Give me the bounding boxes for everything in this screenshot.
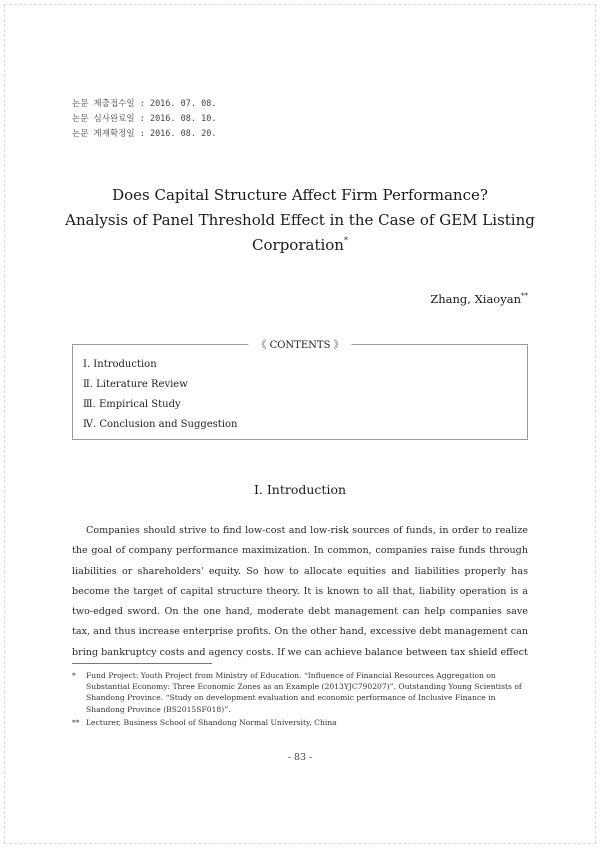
toc-item-empirical-study[interactable]: Ⅲ. Empirical Study	[83, 399, 181, 410]
toc-item-literature-review[interactable]: Ⅱ. Literature Review	[83, 379, 188, 390]
section-heading: Ⅰ. Introduction	[253, 482, 347, 497]
page-number: - 83 -	[287, 752, 313, 763]
submission-info	[72, 97, 216, 142]
title-line-1: Does Capital Structure Affect Firm Performance?	[112, 186, 488, 204]
title-footnote-mark: *	[343, 236, 348, 245]
title-line-2: Analysis of Panel Threshold Effect in the Case of GEM Listing	[65, 211, 535, 229]
title-line-3-text: Corporation	[252, 236, 344, 254]
author-footnote-mark: **	[521, 292, 528, 300]
contents-label: 《 CONTENTS 》	[248, 336, 351, 351]
publication-confirm-date: 논문 게재확정일 : 2016. 08. 20.	[72, 129, 217, 139]
toc-item-introduction[interactable]: Ⅰ. Introduction	[83, 359, 157, 370]
contents-box	[72, 340, 528, 440]
footnote-2-mark: **	[72, 717, 80, 727]
paper-title	[40, 183, 560, 258]
body-paragraph: Companies should strive to find low-cost and low-risk sources of funds, in order to realize the goal of company performance maximization. In common, companies raise funds through liabilities or shareholders' equity. So how to allocate equities and liabilities properly has become the target of capital structure theory. It is known to all that, liability operation is a two-edged sword. On the one hand, moderate debt management can help companies save tax, and thus increase enterprise profits. On the other hand, excessive debt management can bring bankruptcy costs and agency costs. If we can achieve balance between tax shield effect	[72, 525, 528, 658]
footnote-divider	[72, 663, 212, 664]
toc-item-conclusion[interactable]: Ⅳ. Conclusion and Suggestion	[83, 419, 238, 430]
footnote-2-text: Lecturer, Business School of Shandong Normal University, China	[86, 717, 337, 727]
toc-list	[83, 355, 237, 435]
footnote-1-text: Fund Project: Youth Project from Ministry of Education. “Influence of Financial Resources Aggregation on Substantial Economy: Three Economic Zones as an Example (2013YJC790207)”. Outstanding Young Scientists of Shandong Province. “Study on development evaluation and economic performance of Inclusive Finance in Shandong Province (BS2015SF018)”.	[86, 671, 522, 714]
title-line-3	[40, 233, 560, 258]
footnote-2	[72, 717, 528, 728]
author-name: Zhang, Xiaoyan	[430, 292, 521, 306]
footnote-1-mark: *	[72, 671, 76, 680]
author	[430, 292, 528, 306]
footnotes	[72, 670, 528, 730]
footnote-1	[72, 670, 528, 715]
review-complete-date: 논문 심사완료일 : 2016. 08. 10.	[72, 114, 217, 124]
submission-date: 논문 제출접수일 : 2016. 07. 08.	[72, 99, 217, 109]
